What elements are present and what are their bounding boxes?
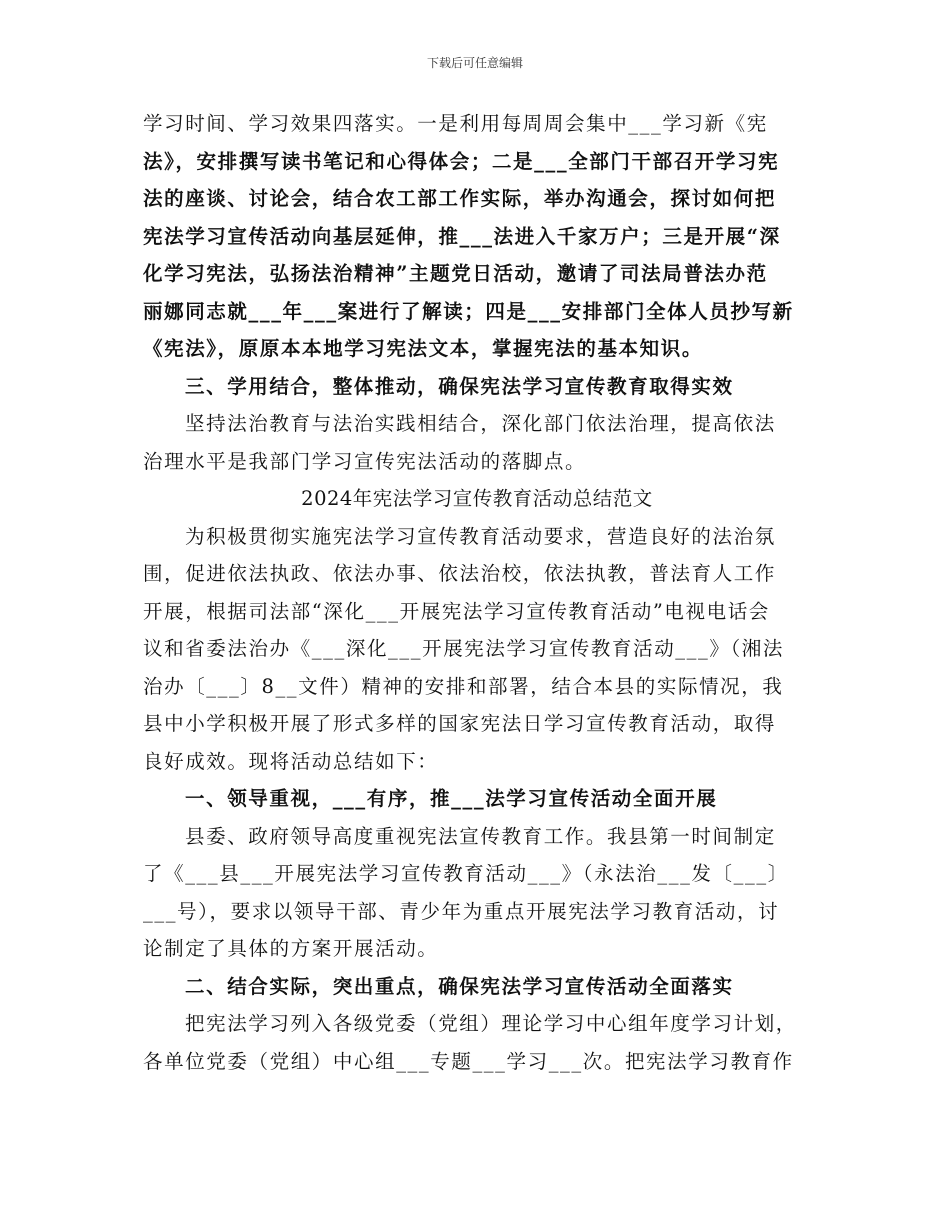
text-line: 三、学用结合，整体推动，确保宪法学习宣传教育取得实效: [185, 374, 734, 398]
text-line: 法的座谈、讨论会，结合农工部工作实际，举办沟通会，探讨如何把: [143, 187, 777, 210]
text-line: 县中小学积极开展了形式多样的国家宪法日学习宣传教育活动，取得: [143, 712, 777, 735]
text-line: 论制定了具体的方案开展活动。: [143, 937, 439, 960]
text-line: 治办〔___〕8__文件）精神的安排和部署，结合本县的实际情况，我: [143, 674, 784, 698]
text-line: 二、结合实际，突出重点，确保宪法学习宣传活动全面落实: [185, 974, 734, 998]
text-line: 县委、政府领导高度重视宪法宣传教育工作。我县第一时间制定: [185, 824, 776, 848]
text-line: 把宪法学习列入各级党委（党组）理论学习中心组年度学习计划，: [185, 1012, 797, 1035]
text-line: 学习时间、学习效果四落实。一是利用每周周会集中___学习新《宪: [143, 112, 768, 135]
document-title: 2024年宪法学习宣传教育活动总结范文: [301, 487, 653, 510]
text-line: 《宪法》，原原本本地学习宪法文本，掌握宪法的基本知识。: [143, 337, 703, 360]
text-line: 法》，安排撰写读书笔记和心得体会；二是___全部门干部召开学习宪: [143, 149, 780, 173]
text-line: 丽娜同志就___年___案进行了解读；四是___安排部门全体人员抄写新: [143, 299, 794, 323]
text-line: 了《___县___开展宪法学习宣传教育活动___》（永法治___发〔___〕: [143, 862, 789, 885]
text-line: 各单位党委（党组）中心组___专题___学习___次。把宪法学习教育作: [143, 1049, 794, 1073]
page-header: 下载后可任意编辑: [426, 56, 523, 70]
text-line: ___号），要求以领导干部、青少年为重点开展宪法学习教育活动，讨: [143, 899, 780, 923]
text-line: 议和省委法治办《___深化___开展宪法学习宣传教育活动___》（湘法: [143, 637, 785, 660]
text-line: 围，促进依法执政、依法办事、依法治校，依法执教，普法育人工作: [143, 562, 777, 585]
text-line: 良好成效。现将活动总结如下：: [143, 749, 439, 773]
text-line: 一、领导重视，___有序，推___法学习宣传活动全面开展: [185, 787, 718, 810]
text-line: 化学习宪法，弘扬法治精神”主题党日活动，邀请了司法局普法办范: [143, 262, 768, 285]
text-line: 开展，根据司法部“深化___开展宪法学习宣传教育活动”电视电话会: [143, 599, 770, 623]
text-line: 宪法学习宣传活动向基层延伸，推___法进入千家万户；三是开展“深: [143, 224, 781, 248]
text-line: 为积极贯彻实施宪法学习宣传教育活动要求，营造良好的法治氛: [185, 524, 776, 548]
text-line: 治理水平是我部门学习宣传宪法活动的落脚点。: [143, 449, 587, 473]
text-line: 坚持法治教育与法治实践相结合，深化部门依法治理，提高依法: [185, 412, 776, 435]
